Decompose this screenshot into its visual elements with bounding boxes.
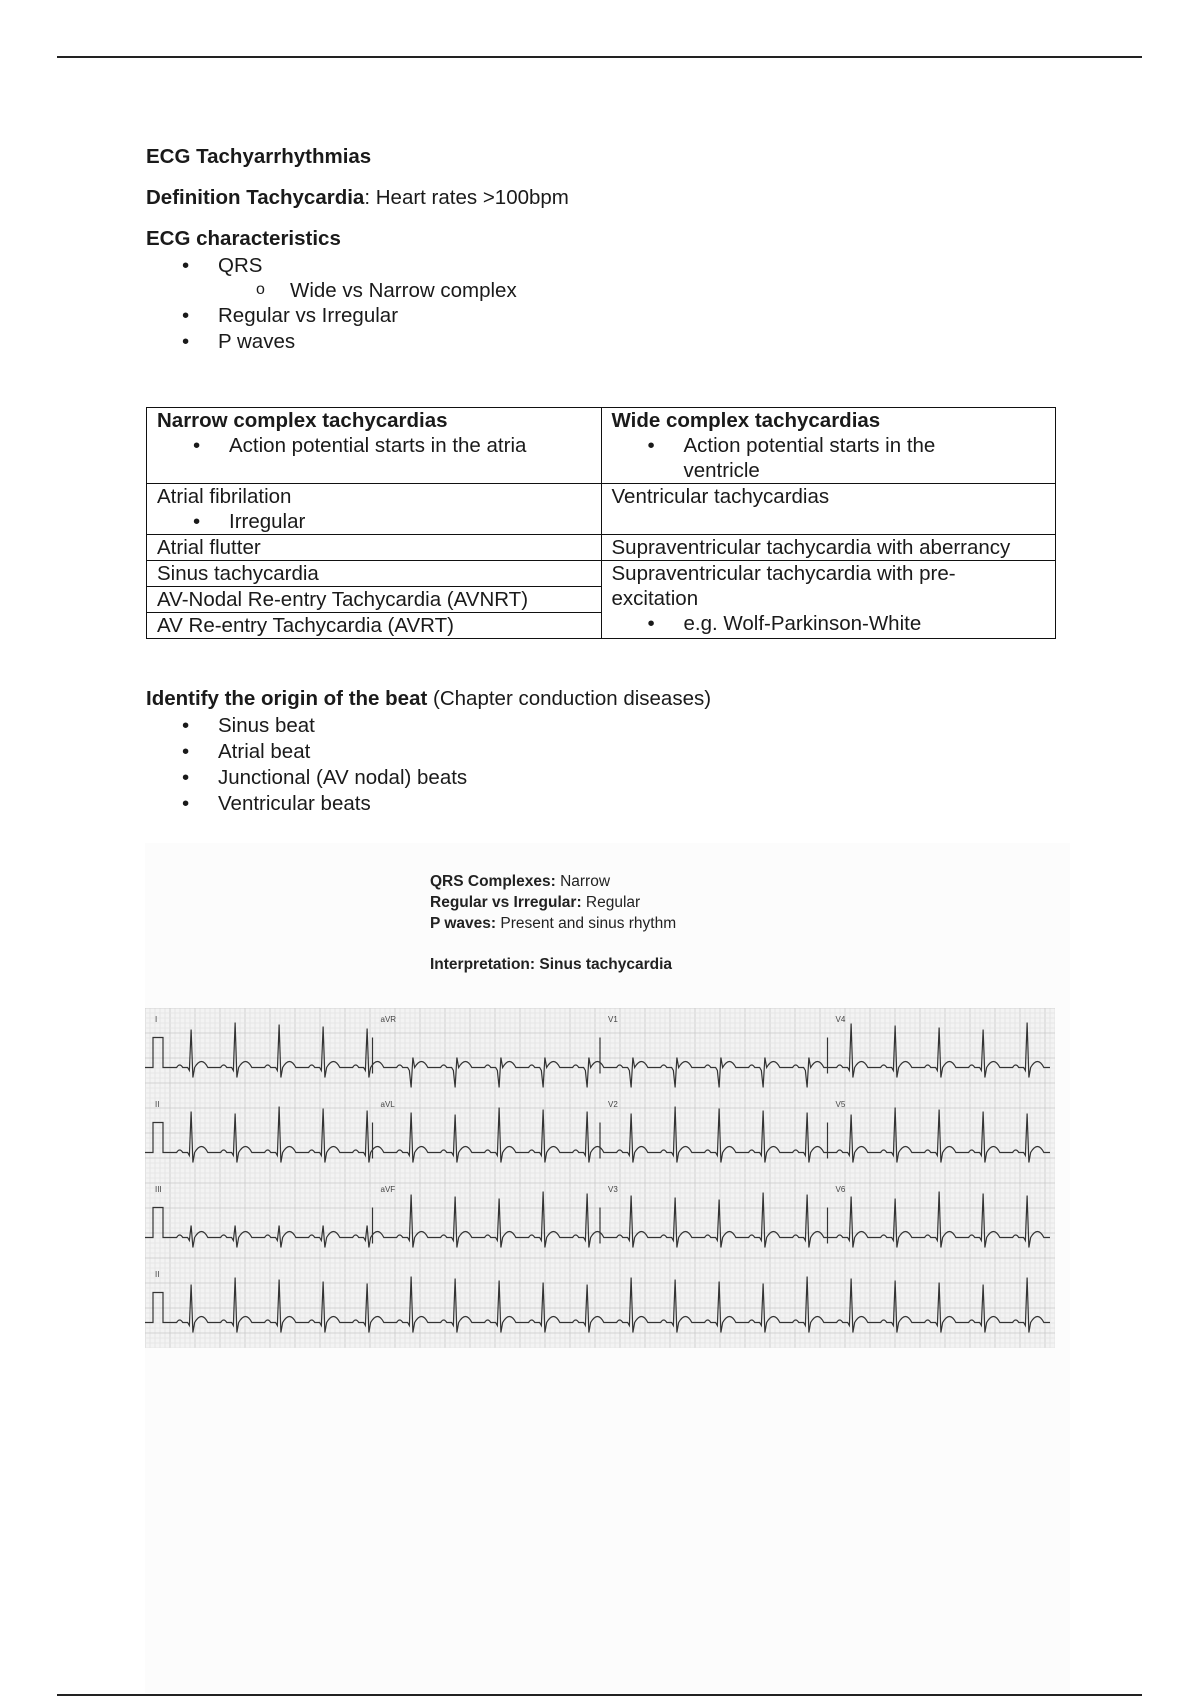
- list-item: • QRS o Wide vs Narrow complex: [146, 253, 1066, 303]
- origin-heading: Identify the origin of the beat (Chapter conduction diseases): [146, 687, 712, 710]
- table-cell: Ventricular tachycardias: [601, 484, 1056, 535]
- table-cell: Supraventricular tachycardia with aberrancy: [601, 535, 1056, 561]
- table-cell: Atrial fibrilation: [157, 485, 292, 508]
- list-item: • Sinus beat: [146, 713, 1066, 739]
- ecg-interpretation: QRS Complexes: Narrow Regular vs Irregular: Regular P waves: Present and sinus rhythm Interpretation: Sinus tachycardia: [430, 873, 677, 973]
- table-cell: Sinus tachycardia: [147, 561, 602, 587]
- narrow-note: • Action potential starts in the atria: [157, 433, 601, 458]
- list-item: • Regular vs Irregular: [146, 303, 1066, 329]
- table-row: [147, 561, 1056, 587]
- table-cell: Supraventricular tachycardia with pre-excitation: [611, 562, 956, 610]
- ecg-figure: [145, 843, 1070, 1693]
- wide-header: Wide complex tachycardias: [611, 409, 881, 432]
- lead-label: V2: [608, 1100, 618, 1109]
- table-cell: Atrial flutter: [147, 535, 602, 561]
- lead-label: V6: [835, 1185, 846, 1194]
- origin-list: [146, 713, 1066, 817]
- narrow-header: Narrow complex tachycardias: [157, 409, 448, 432]
- wpw-note: • e.g. Wolf-Parkinson-White: [612, 611, 1056, 636]
- table-row: [147, 408, 1056, 484]
- table-cell: AV Re-entry Tachycardia (AVRT): [147, 613, 602, 639]
- lead-label: III: [155, 1185, 162, 1194]
- lead-label: V1: [608, 1015, 618, 1024]
- table-cell: AV-Nodal Re-entry Tachycardia (AVNRT): [147, 587, 602, 613]
- list-item: • Junctional (AV nodal) beats: [146, 765, 1066, 791]
- lead-label: aVF: [380, 1185, 396, 1194]
- lead-label: V4: [835, 1015, 846, 1024]
- tachycardia-table: [146, 407, 1056, 639]
- footer-rule: [57, 1694, 1142, 1696]
- definition: Definition Tachycardia: Heart rates >100bpm: [146, 186, 569, 209]
- characteristics-list: [146, 253, 1066, 355]
- page-title: ECG Tachyarrhythmias: [146, 145, 372, 168]
- lead-label: V3: [608, 1185, 618, 1194]
- af-note: • Irregular: [157, 509, 601, 534]
- lead-label: I: [155, 1015, 158, 1024]
- origin-section: [146, 685, 1066, 817]
- table-row: [147, 535, 1056, 561]
- list-item: • Atrial beat: [146, 739, 1066, 765]
- list-item: • P waves: [146, 329, 1066, 355]
- intro-section: [146, 143, 1066, 355]
- lead-label: II: [155, 1270, 160, 1279]
- lead-label: II: [155, 1100, 160, 1109]
- header-rule: [57, 56, 1142, 58]
- lead-label: aVR: [380, 1015, 397, 1024]
- lead-label: aVL: [380, 1100, 395, 1109]
- wide-note: • Action potential starts in the ventricle: [612, 433, 1056, 483]
- characteristics-heading: ECG characteristics: [146, 227, 341, 250]
- table-row: [147, 484, 1056, 535]
- ecg-strip: [145, 1008, 1055, 1348]
- sub-list-item: o Wide vs Narrow complex: [146, 279, 1066, 303]
- list-item: • Ventricular beats: [146, 791, 1066, 817]
- lead-label: V5: [835, 1100, 846, 1109]
